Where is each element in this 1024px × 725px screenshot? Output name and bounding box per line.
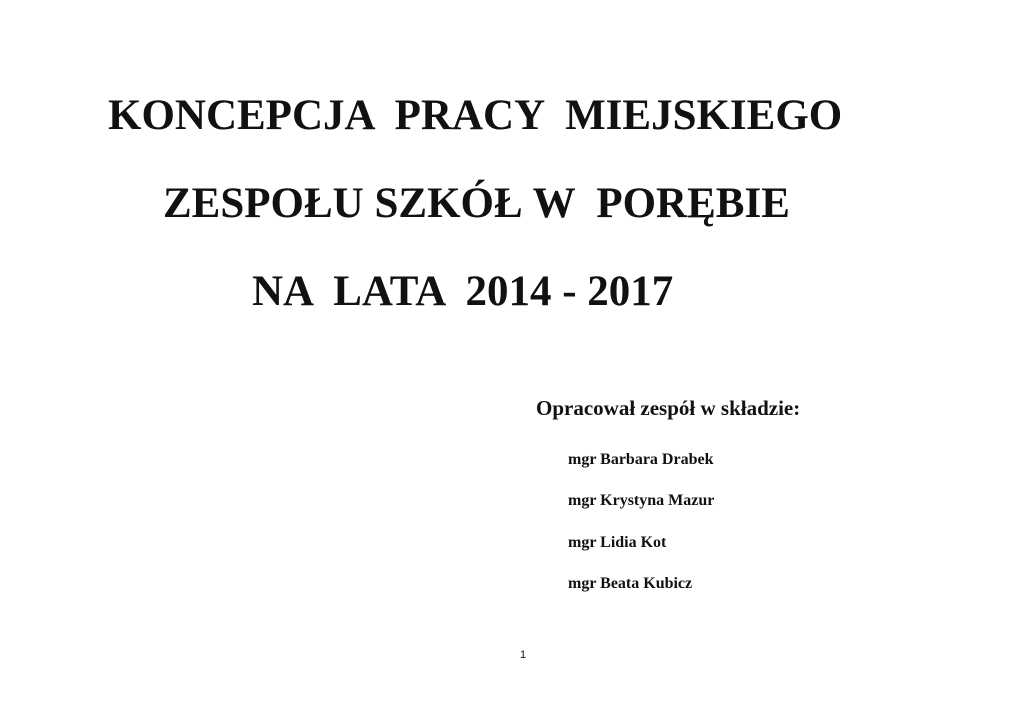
- title-line-3: NA LATA 2014 - 2017: [252, 268, 674, 315]
- author-item: mgr Lidia Kot: [568, 533, 667, 551]
- author-item: mgr Barbara Drabek: [568, 451, 714, 468]
- authors-list: [568, 452, 714, 617]
- page-number: 1: [519, 649, 527, 661]
- title-line-2: ZESPOŁU SZKÓŁ W PORĘBIE: [163, 180, 790, 227]
- title-line-1: KONCEPCJA PRACY MIEJSKIEGO: [108, 92, 843, 139]
- author-item: mgr Beata Kubicz: [568, 574, 693, 592]
- author-item: mgr Krystyna Mazur: [568, 492, 715, 510]
- authors-block: [536, 396, 801, 592]
- authors-heading: Opracował zespół w składzie:: [536, 396, 801, 420]
